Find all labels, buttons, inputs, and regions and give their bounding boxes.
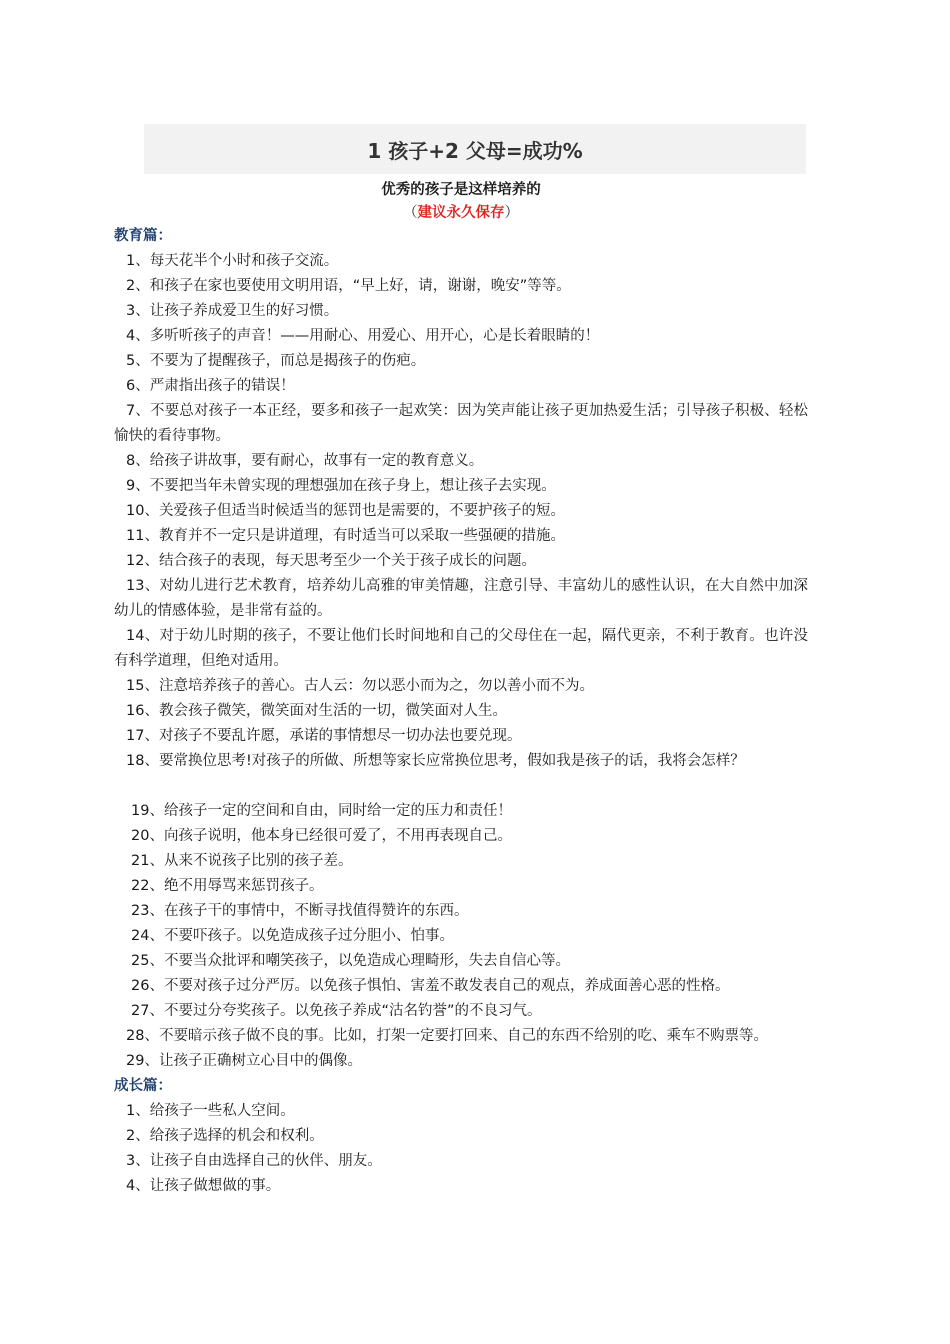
list-item: 3、让孩子自由选择自己的伙伴、朋友。 [126, 1153, 382, 1169]
list-item: 1、每天花半个小时和孩子交流。 [126, 253, 339, 269]
list-item: 9、不要把当年未曾实现的理想强加在孩子身上，想让孩子去实现。 [126, 478, 556, 494]
list-item: 17、对孩子不要乱许愿，承诺的事情想尽一切办法也要兑现。 [126, 728, 522, 744]
list-item: 28、不要暗示孩子做不良的事。比如，打架一定要打回来、自己的东西不给别的吃、乘车不购票等。 [126, 1028, 768, 1044]
list-item: 4、让孩子做想做的事。 [126, 1178, 281, 1194]
list-item: 14、对于幼儿时期的孩子，不要让他们长时间地和自己的父母住在一起，隔代更亲，不利于教育。也许没有科学道理，但绝对适用。 [114, 628, 808, 669]
list-item: 19、给孩子一定的空间和自由，同时给一定的压力和责任！ [131, 803, 512, 819]
save-note-close: ） [504, 205, 519, 221]
list-item: 2、和孩子在家也要使用文明用语，“早上好，请，谢谢，晚安”等等。 [126, 278, 571, 294]
list-item: 6、严肃指出孩子的错误！ [126, 378, 295, 394]
list-item: 13、对幼儿进行艺术教育，培养幼儿高雅的审美情趣，注意引导、丰富幼儿的感性认识，在大自然中加深幼儿的情感体验，是非常有益的。 [114, 578, 808, 619]
list-item: 29、让孩子正确树立心目中的偶像。 [126, 1053, 362, 1069]
list-item: 10、关爱孩子但适当时候适当的惩罚也是需要的，不要护孩子的短。 [126, 503, 565, 519]
list-item: 21、从来不说孩子比别的孩子差。 [131, 853, 353, 869]
list-item: 12、结合孩子的表现，每天思考至少一个关于孩子成长的问题。 [126, 553, 536, 569]
document-title-band [144, 124, 806, 174]
list-item: 5、不要为了提醒孩子，而总是揭孩子的伤疤。 [126, 353, 426, 369]
list-item: 16、教会孩子微笑，微笑面对生活的一切，微笑面对人生。 [126, 703, 507, 719]
list-item: 24、不要吓孩子。以免造成孩子过分胆小、怕事。 [131, 928, 454, 944]
save-note-text: 建议永久保存 [417, 205, 505, 221]
growth-heading: 成长篇： [114, 1078, 172, 1094]
education-heading: 教育篇： [114, 228, 172, 244]
list-item: 25、不要当众批评和嘲笑孩子，以免造成心理畸形，失去自信心等。 [131, 953, 570, 969]
list-item: 3、让孩子养成爱卫生的好习惯。 [126, 303, 339, 319]
list-item: 23、在孩子干的事情中，不断寻找值得赞许的东西。 [131, 903, 469, 919]
document-title: 1 孩子+2 父母=成功% [367, 138, 583, 163]
document-subtitle: 优秀的孩子是这样培养的 [381, 182, 541, 198]
list-item: 18、要常换位思考!对孩子的所做、所想等家长应常换位思考，假如我是孩子的话，我将会怎样？ [126, 753, 745, 769]
blank-line [114, 774, 808, 799]
list-item: 15、注意培养孩子的善心。古人云：勿以恶小而为之，勿以善小而不为。 [126, 678, 594, 694]
save-note [114, 202, 808, 224]
list-item: 20、向孩子说明，他本身已经很可爱了，不用再表现自己。 [131, 828, 512, 844]
save-note-open: （ [403, 205, 418, 221]
list-item: 26、不要对孩子过分严厉。以免孩子惧怕、害羞不敢发表自己的观点，养成面善心恶的性格。 [131, 978, 730, 994]
document-page [114, 124, 808, 1199]
list-item: 27、不要过分夸奖孩子。以免孩子养成“沽名钓誉”的不良习气。 [131, 1003, 542, 1019]
list-item: 2、给孩子选择的机会和权利。 [126, 1128, 324, 1144]
list-item: 11、教育并不一定只是讲道理，有时适当可以采取一些强硬的措施。 [126, 528, 565, 544]
list-item: 7、不要总对孩子一本正经，要多和孩子一起欢笑：因为笑声能让孩子更加热爱生活；引导孩子积极、轻松愉快的看待事物。 [114, 403, 808, 444]
list-item: 4、多听听孩子的声音！——用耐心、用爱心、用开心，心是长着眼睛的！ [126, 328, 600, 344]
list-item: 8、给孩子讲故事，要有耐心，故事有一定的教育意义。 [126, 453, 484, 469]
list-item: 1、给孩子一些私人空间。 [126, 1103, 295, 1119]
list-item: 22、绝不用辱骂来惩罚孩子。 [131, 878, 324, 894]
